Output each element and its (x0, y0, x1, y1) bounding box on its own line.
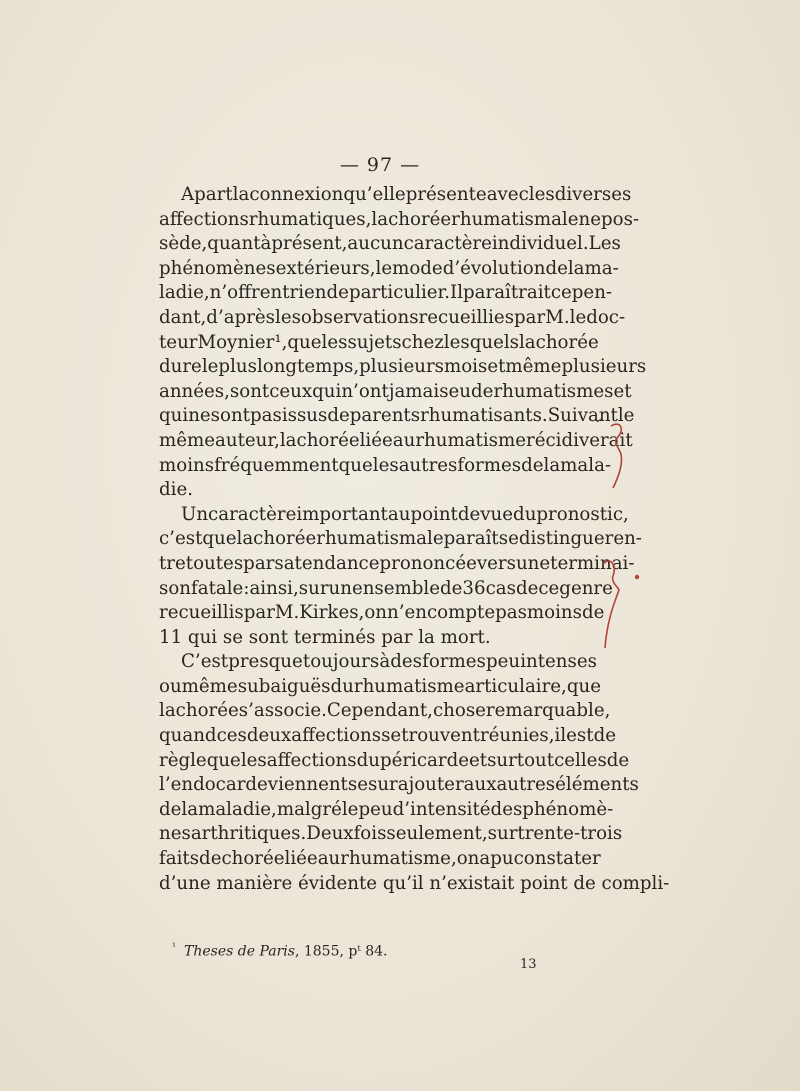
handwritten-margin-brackets (585, 410, 645, 654)
text-line: ladie, n’offrent rien de particulier. Il paraîtrait cepen- (159, 282, 613, 304)
page-number: — 97 — (339, 154, 421, 176)
text-line: années, sont ceux qui n’ont jamais eu de rhumatismes et (159, 380, 632, 402)
text-line: faits de chorée liée au rhumatisme, on a pu constater (159, 848, 601, 870)
text-line: sède, quant à présent, aucun caractère individuel. Les (159, 233, 621, 255)
text-line: d’une manière évidente qu’il n’existait point de compli- (159, 872, 670, 894)
text-line: die. (159, 479, 194, 501)
text-line: C’est presque toujours à des formes peu intenses (181, 651, 597, 673)
text-line: la chorée s’associe. Cependant, chose remarquable, (159, 700, 611, 722)
text-line: moins fréquemment que les autres formes de la mala- (159, 454, 612, 476)
text-line: de la maladie, malgré le peu d’intensité des phénomè- (159, 798, 614, 820)
text-line: tre toutes par sa tendance prononcée vers une terminai- (159, 552, 635, 574)
footnote-reference: , 1855, pᵗ 84. (294, 943, 388, 960)
signature-mark: 13 (520, 957, 537, 972)
text-line: même auteur, la chorée liée au rhumatisme récidiverait (159, 429, 633, 451)
text-line: recueillis par M. Kirkes, on n’en compte pas moins de (159, 602, 605, 624)
text-line: Un caractère important au point de vue du pronostic, (181, 503, 629, 525)
text-line: nes arthritiques. Deux fois seulement, sur trente-trois (159, 823, 623, 845)
text-line: quand ces deux affections se trouvent réunies, il est de (159, 725, 616, 747)
text-line: phénomènes extérieurs, le mode d’évolution de la ma- (159, 257, 619, 279)
footnote (172, 942, 388, 960)
text-line: l’endocarde viennent se surajouter aux autres éléments (159, 774, 639, 796)
text-line: qui ne sont pas issus de parents rhumatisants. Suivant le (159, 405, 635, 427)
footnote-title: Theses de Paris (184, 943, 295, 960)
text-line: affections rhumatiques, la chorée rhumatismale ne pos- (159, 208, 640, 230)
text-line: c’est que la chorée rhumatismale paraît se distinguer en- (159, 528, 642, 550)
text-line: A part la connexion qu’elle présente avec les diverses (181, 184, 632, 205)
text-line: son fatale : ainsi, sur un ensemble de 36 cas de ce genre (159, 577, 613, 599)
text-line: ou même subaiguës du rhumatisme articulaire, que (159, 675, 601, 697)
text-line: dant, d’après les observations recueillies par M. le doc- (159, 306, 626, 328)
text-line: teur Moynier ¹, que les sujets chez lesquels la chorée (159, 331, 599, 353)
text-line: 11 qui se sont terminés par la mort. (159, 626, 491, 648)
body-text (159, 183, 670, 896)
footnote-mark: ¹ (172, 942, 177, 953)
text-line: règle que les affections du péricarde et surtout celles de (159, 749, 630, 771)
text-line: dure le plus longtemps, plusieurs mois et même plusieurs (159, 356, 647, 378)
